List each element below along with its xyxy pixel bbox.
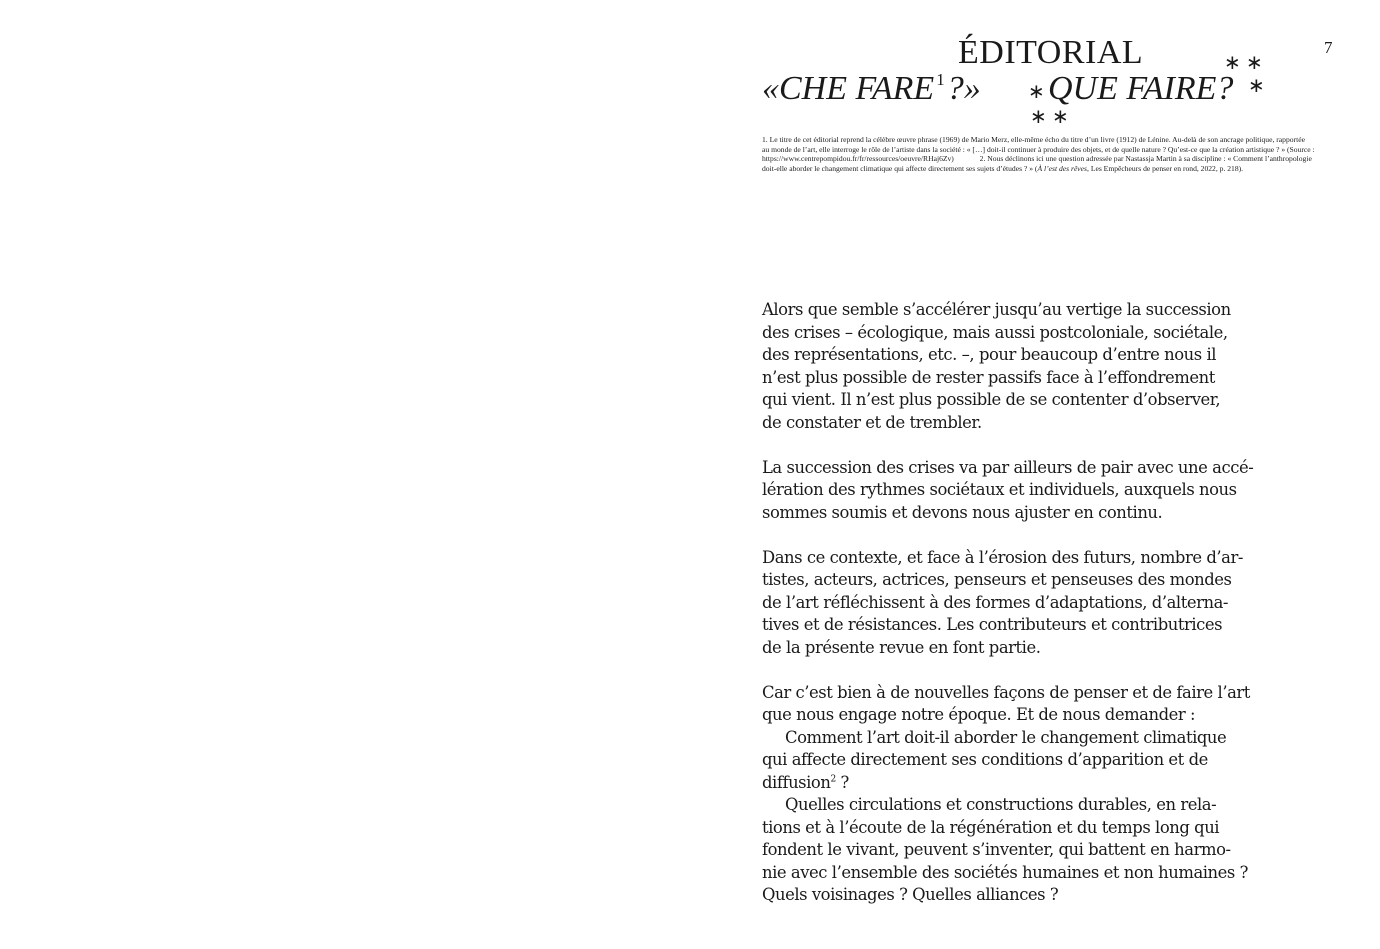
question-line: nie avec l’ensemble des sociétés humaines et non humaines ? — [762, 862, 1248, 882]
paragraph-2 — [762, 457, 1254, 525]
text-line: de l’art réfléchissent à des formes d’adaptations, d’alterna- — [762, 592, 1229, 612]
text-line: n’est plus possible de rester passifs face à l’effondrement — [762, 367, 1215, 387]
question-line: Comment l’art doit-il aborder le changement climatique — [785, 727, 1227, 747]
question-text: diffusion — [762, 772, 831, 792]
footnote-2-text: doit-elle aborder le changement climatique qui affecte directement ses sujets d’études ? » ( — [762, 163, 1038, 173]
footnote-2-book-title: À l’est des rêves — [1037, 163, 1088, 173]
asterisk-icon: ∗ — [1028, 79, 1045, 103]
text-line: Car c’est bien à de nouvelles façons de penser et de faire l’art — [762, 682, 1250, 702]
title-che-fare-end: ?» — [946, 70, 981, 107]
title-que-faire: QUE FAIRE? — [1048, 70, 1234, 107]
footnote-ref-1: 1 — [936, 70, 945, 89]
text-line: tistes, acteurs, actrices, penseurs et penseuses des mondes — [762, 570, 1232, 589]
asterisk-icon: ∗ — [1030, 104, 1047, 128]
footnote-1-source: https://www.centrepompidou.fr/fr/ressources/oeuvre/RHaj6Zv) — [762, 154, 954, 163]
text-line: de constater et de trembler. — [762, 412, 982, 432]
paragraph-3 — [762, 547, 1246, 660]
footnote-2-text-end: , Les Empêcheurs de penser en rond, 2022, p. 218). — [1087, 163, 1244, 173]
asterisk-icon: ∗ — [1246, 50, 1263, 74]
footnote-ref-2: 2 — [830, 774, 836, 785]
question-line: tions et à l’écoute de la régénération et du temps long qui — [762, 817, 1220, 837]
footnote-line-mixed — [762, 154, 1336, 164]
title-che-fare-text: «CHE FARE — [762, 70, 935, 107]
question-line-end — [762, 772, 1246, 795]
asterisk-icon: ∗ — [1224, 50, 1241, 74]
asterisk-icon: ∗ — [1248, 73, 1265, 97]
paragraph-4 — [762, 682, 1250, 907]
question-line: fondent le vivant, peuvent s’inventer, qui battent en harmo- — [762, 840, 1231, 859]
page-number: 7 — [1324, 38, 1333, 57]
footnote-2-line — [762, 164, 1336, 174]
text-line: tives et de résistances. Les contributeurs et contributrices — [762, 615, 1223, 634]
paragraph-1 — [762, 299, 1246, 434]
text-line: de la présente revue en font partie. — [762, 637, 1041, 657]
footnote-1-line: au monde de l’art, elle interroge le rôle de l’artiste dans la société : « […] doit-il continuer à produire des objets, et de quelle nature ? Qu’est-ce que la création artistique ? » (Source : — [762, 144, 1315, 154]
text-line: Dans ce contexte, et face à l’érosion des futurs, nombre d’ar- — [762, 547, 1243, 567]
text-line: des crises – écologique, mais aussi postcoloniale, sociétale, — [762, 322, 1228, 342]
text-line: des représentations, etc. –, pour beaucoup d’entre nous il — [762, 345, 1217, 364]
body-text — [762, 299, 1254, 907]
question-mark: ? — [835, 772, 849, 792]
question-line: Quels voisinages ? Quelles alliances ? — [762, 885, 1059, 904]
text-line: Alors que semble s’accélérer jusqu’au vertige la succession — [762, 300, 1231, 319]
footnote-1-line: 1. Le titre de cet éditorial reprend la célèbre œuvre phrase (1969) de Mario Merz, elle-même écho du titre d’un livre (1912) de Lénine. Au-delà de son ancrage politique, rapportée — [762, 135, 1305, 144]
asterisk-icon: ∗ — [1052, 104, 1069, 128]
footnotes — [762, 135, 1336, 173]
text-line: lération des rythmes sociétaux et individuels, auxquels nous — [762, 480, 1237, 499]
title-editorial: ÉDITORIAL — [958, 34, 1144, 71]
text-line: qui vient. Il n’est plus possible de se contenter d’observer, — [762, 390, 1221, 409]
text-line: sommes soumis et devons nous ajuster en continu. — [762, 502, 1163, 522]
text-line: La succession des crises va par ailleurs de pair avec une accé- — [762, 457, 1254, 477]
question-line: Quelles circulations et constructions durables, en rela- — [785, 795, 1217, 814]
question-line: qui affecte directement ses conditions d’apparition et de — [762, 750, 1208, 769]
footnote-2-start: 2. Nous déclinons ici une question adressée par Nastassja Martin à sa discipline : « Comment l’anthropologie — [979, 154, 1312, 163]
text-line: que nous engage notre époque. Et de nous demander : — [762, 705, 1196, 724]
title-che-fare — [762, 70, 1234, 108]
